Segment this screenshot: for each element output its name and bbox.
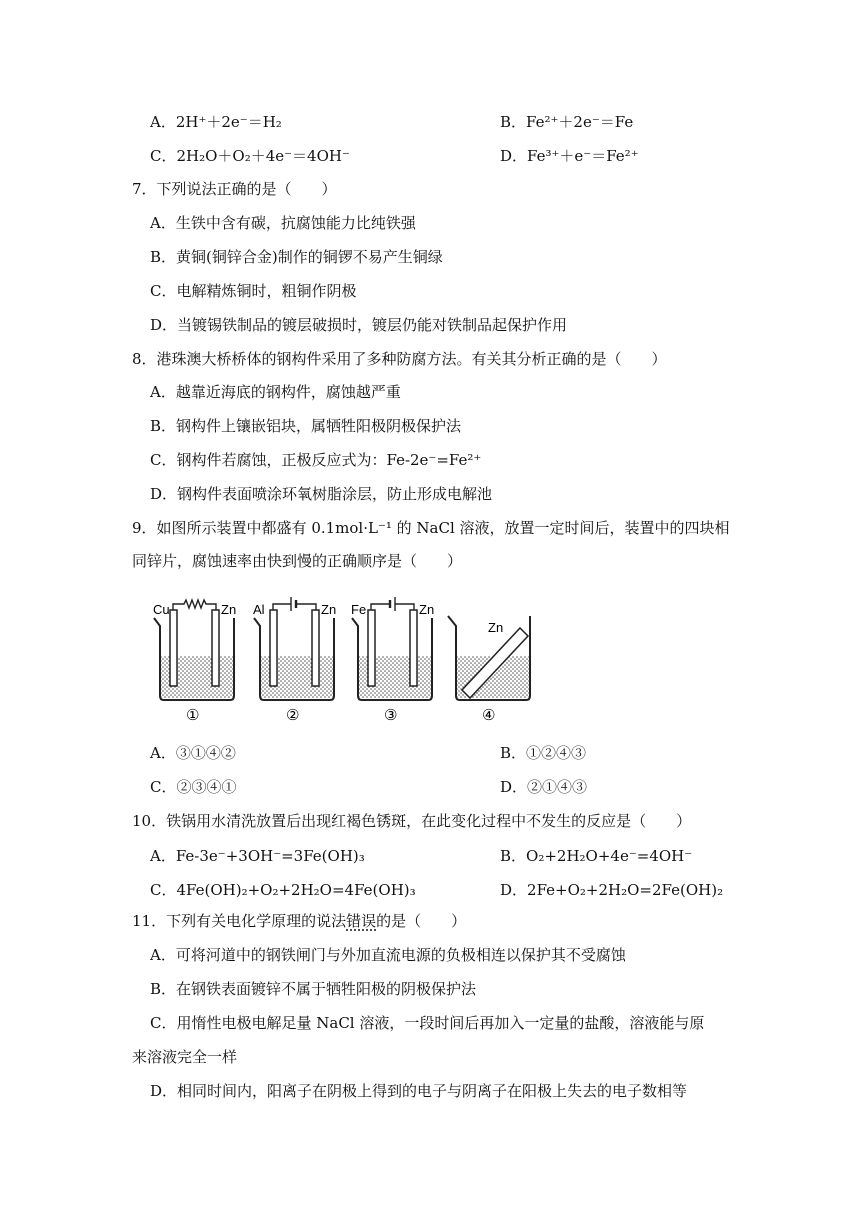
beaker-4-label: Zn	[488, 620, 504, 635]
beaker-1-left-label: Cu	[153, 602, 170, 617]
q10-option-a: A．Fe-3e⁻+3OH⁻=3Fe(OH)₃	[150, 847, 365, 865]
q6-option-b: B．Fe²⁺＋2e⁻＝Fe	[500, 113, 634, 131]
q7-option-a: A．生铁中含有碳，抗腐蚀能力比纯铁强	[150, 214, 416, 232]
beaker-3-left-label: Fe	[351, 602, 367, 617]
q8-option-a: A．越靠近海底的钢构件，腐蚀越严重	[150, 383, 401, 401]
q8-option-d: D．钢构件表面喷涂环氧树脂涂层，防止形成电解池	[150, 485, 493, 503]
q11-stem-pre: 11．下列有关电化学原理的说法	[132, 912, 347, 930]
q6-option-c: C．2H₂O＋O₂＋4e⁻＝4OH⁻	[150, 147, 350, 165]
beaker-1-number: ①	[186, 707, 200, 724]
beaker-2-number: ②	[286, 707, 300, 724]
beaker-4-number: ④	[482, 707, 496, 724]
beaker-3-right-label: Zn	[419, 602, 435, 617]
q11-stem-post: 的是（ ）	[376, 912, 467, 930]
q7-option-d: D．当镀锡铁制品的镀层破损时，镀层仍能对铁制品起保护作用	[150, 316, 568, 334]
beaker-3-number: ③	[384, 707, 398, 724]
q9-option-a: A．③①④②	[150, 744, 236, 762]
q6-option-a: A．2H⁺＋2e⁻＝H₂	[150, 113, 282, 131]
q7-option-b: B．黄铜(铜锌合金)制作的铜锣不易产生铜绿	[150, 248, 443, 266]
beaker-1-right-label: Zn	[221, 602, 237, 617]
q10-stem: 10．铁锅用水清洗放置后出现红褐色锈斑，在此变化过程中不发生的反应是（ ）	[132, 812, 692, 830]
q11-stem	[132, 911, 466, 931]
q11-option-c-line2: 来溶液完全一样	[132, 1048, 238, 1066]
q6-option-d: D．Fe³⁺＋e⁻＝Fe²⁺	[500, 147, 639, 165]
q9-stem-line2: 同锌片，腐蚀速率由快到慢的正确顺序是（ ）	[132, 552, 463, 570]
q9-stem-line1: 9．如图所示装置中都盛有 0.1mol·L⁻¹ 的 NaCl 溶液，放置一定时间后，装置中的四块相	[132, 519, 730, 537]
q11-stem-emphasis: 错误	[346, 912, 377, 930]
beaker-2-right-label: Zn	[321, 602, 337, 617]
q11-option-c-line1: C．用惰性电极电解足量 NaCl 溶液，一段时间后再加入一定量的盐酸，溶液能与原	[150, 1014, 705, 1032]
beaker-1	[153, 600, 236, 724]
q7-stem: 7．下列说法正确的是（ ）	[132, 180, 337, 198]
q9-option-c: C．②③④①	[150, 778, 237, 796]
beaker-figure	[148, 592, 538, 724]
beaker-2	[253, 597, 336, 724]
q11-option-b: B．在钢铁表面镀锌不属于牺牲阳极的阴极保护法	[150, 980, 477, 998]
beaker-3	[351, 597, 434, 724]
q7-option-c: C．电解精炼铜时，粗铜作阴极	[150, 282, 357, 300]
q11-option-a: A．可将河道中的钢铁闸门与外加直流电源的负极相连以保护其不受腐蚀	[150, 946, 626, 964]
q8-option-b: B．钢构件上镶嵌铝块，属牺牲阳极阴极保护法	[150, 417, 462, 435]
q8-option-c: C．钢构件若腐蚀，正极反应式为：Fe-2e⁻=Fe²⁺	[150, 451, 482, 469]
q9-option-d: D．②①④③	[500, 778, 588, 796]
q10-option-d: D．2Fe+O₂+2H₂O=2Fe(OH)₂	[500, 881, 724, 899]
beaker-2-left-label: Al	[253, 602, 265, 617]
q10-option-b: B．O₂+2H₂O+4e⁻=4OH⁻	[500, 847, 693, 865]
q11-option-d: D．相同时间内，阳离子在阴极上得到的电子与阴离子在阳极上失去的电子数相等	[150, 1082, 688, 1100]
q9-option-b: B．①②④③	[500, 744, 587, 762]
q8-stem: 8．港珠澳大桥桥体的钢构件采用了多种防腐方法。有关其分析正确的是（ ）	[132, 350, 667, 368]
q10-option-c: C．4Fe(OH)₂+O₂+2H₂O=4Fe(OH)₃	[150, 881, 416, 899]
beaker-4	[448, 616, 530, 724]
